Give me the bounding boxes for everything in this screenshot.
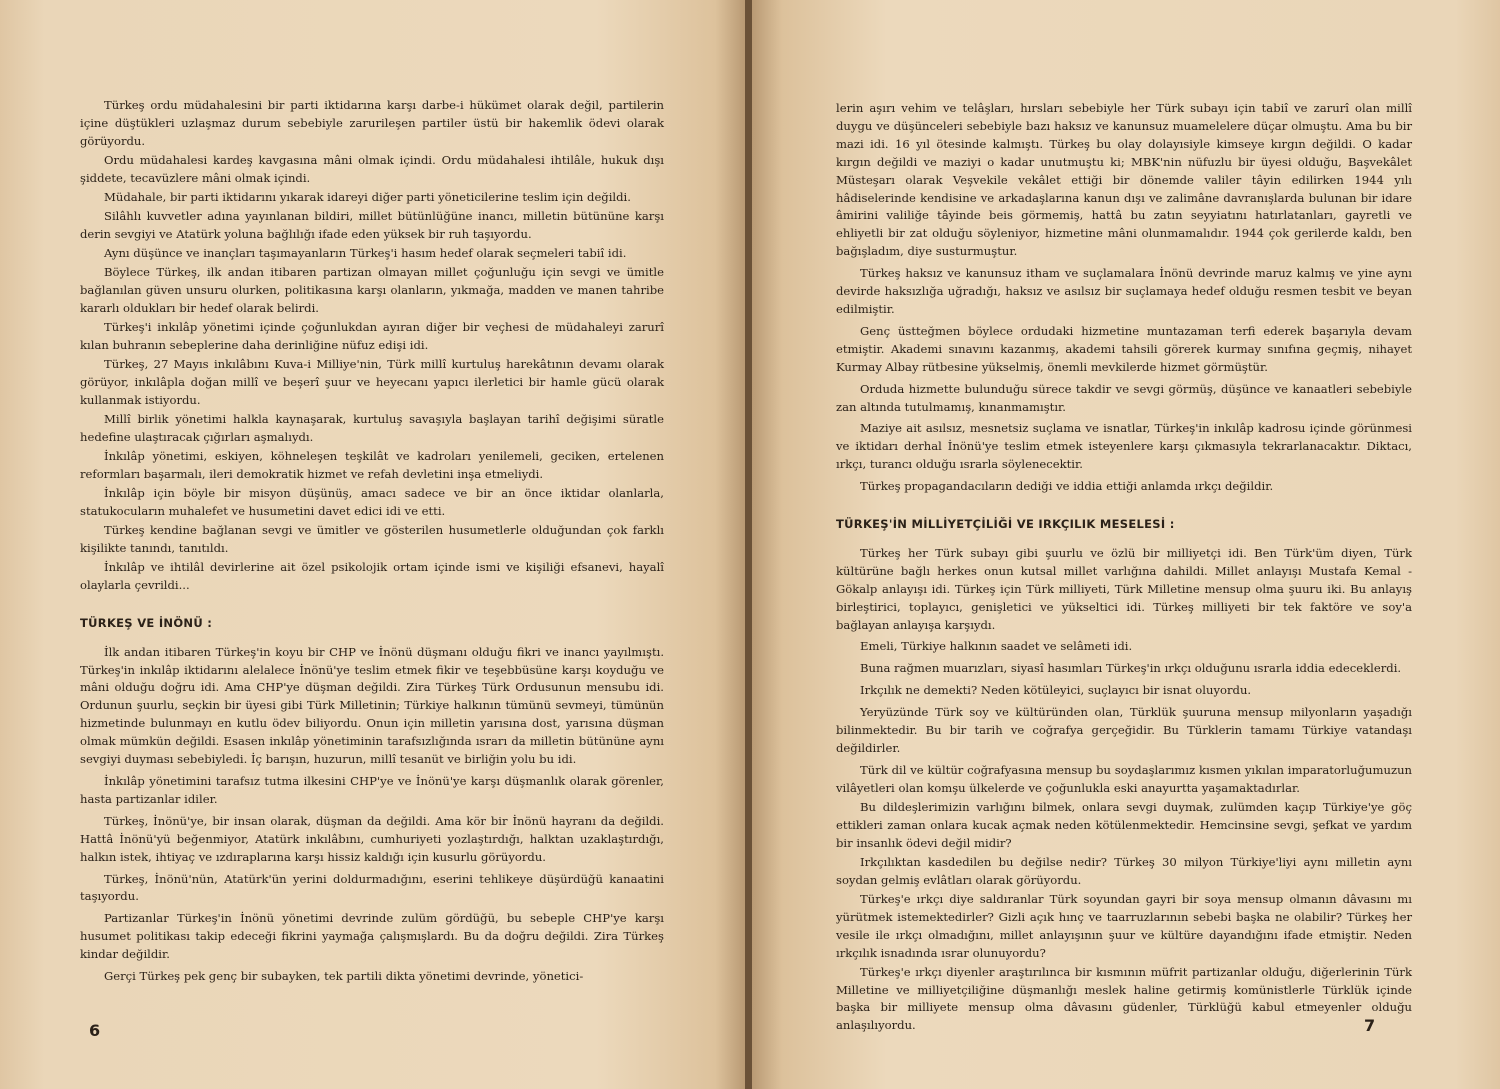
paragraph: Türkeş, İnönü'nün, Atatürk'ün yerini doldurmadığını, eserini tehlikeye düşürdüğü kanaatini taşıyordu. (80, 871, 664, 904)
left-text-column (80, 97, 664, 987)
paragraph: Aynı düşünce ve inançları taşımayanların Türkeş'i hasım hedef olarak seçmeleri tabiî idi. (104, 246, 627, 260)
right-text-column (836, 100, 1412, 1036)
paragraph: Maziye ait asılsız, mesnetsiz suçlama ve isnatlar, Türkeş'in inkılâp kadrosu içinde görünmesi ve iktidarı derhal İnönü'ye teslim etmek isteyenlere karşı çıkmasıyla tekrarlanacaktır. Diktacı, ırkçı, turancı olduğu ısrarla söylenecektir. (836, 421, 1412, 472)
left-paragraphs-bottom (80, 644, 664, 986)
right-page (752, 0, 1500, 1089)
book-gutter (745, 0, 752, 1089)
page-number: 7 (1364, 1016, 1376, 1035)
paragraph: İnkılâp ve ihtilâl devirlerine ait özel psikolojik ortam içinde ismi ve kişiliği efsanevi, hayalî olaylarla çevrildi... (80, 559, 664, 592)
paragraph: Türkeş propagandacıların dediği ve iddia ettiği anlamda ırkçı değildir. (860, 479, 1274, 494)
paragraph: Genç üstteğmen böylece ordudaki hizmetine muntazaman terfi ederek başarıyla devam etmiştir. Akademi sınavını kazanmış, akademi tahsili görerek kurmay sınıfına geçmiş, nihayet Kurmay Albay rütbesine yükselmiş, önemli mevkilerde hizmet görmüştür. (836, 323, 1412, 374)
page-number: 6 (89, 1021, 101, 1040)
paragraph: Emeli, Türkiye halkının saadet ve selâmeti idi. (860, 639, 1133, 654)
paragraph: Yeryüzünde Türk soy ve kültüründen olan, Türklük şuuruna mensup milyonların yaşadığı bilinmektedir. Bu bir tarih ve coğrafya gerçeğidir. Bu Türklerin tamamı Türkiye vatandaşı değildirler. (836, 705, 1412, 755)
left-paragraphs-top (80, 97, 664, 595)
paragraph: Ordu müdahalesi kardeş kavgasına mâni olmak içindi. Ordu müdahalesi ihtilâle, hukuk dışı şiddete, tecavüzlere mâni olmak içindi. (80, 152, 664, 185)
paragraph: Müdahale, bir parti iktidarını yıkarak idareyi diğer parti yöneticilerine teslim için değildi. (104, 189, 631, 204)
paragraph: Türkeş, İnönü'ye, bir insan olarak, düşman da değildi. Ama kör bir İnönü hayranı da değildi. Hattâ İnönü'yü beğenmiyor, Atatürk inkılâbını, cumhuriyeti yozlaştırdığı, halktan uzaklaştırdığı, halkın istek, ihtiyaç ve ızdıraplarına karşı hissiz kaldığı için kusurlu görüyordu. (80, 813, 664, 864)
paragraph: İlk andan itibaren Türkeş'in koyu bir CHP ve İnönü düşmanı olduğu fikri ve inancı yayılmıştı. Türkeş'in inkılâp iktidarını alelalece İnönü'ye teslim etmek fikir ve teşebbüsüne karşı koyduğu ve mâni olduğu doğru idi. Ama CHP'ye düşman değildi. Zira Türkeş Türk Ordusunun mensubu idi. Ordunun şuurlu, seçkin bir üyesi gibi Türk Milletinin; Türkiye halkının tümünü sevmeyi, tümünün hizmetinde bulunmayı en kutlu ödev biliyordu. Onun için milletin yarısına dost, yarısına düşman olmak mümkün değildi. Esasen inkılâp yönetiminin tarafsızlığında ısrarı da milletin bütününe aynı sevgiyi duyması sebebiyledi. İç barışın, huzurun, millî tesanüt ve birliğin yolu bu idi. (80, 644, 664, 767)
paragraph: lerin aşırı vehim ve telâşları, hırsları sebebiyle her Türk subayı için tabiî ve zarurî olan millî duygu ve düşünceleri sebebiyle bazı haksız ve kanunsuz muamelelere düçar olmuştu. Ama bu bir mazi idi. 16 yıl ötesinde kalmıştı. Türkeş bu olay dolayısiyle kimseye kırgın değildi. O kadar kırgın değildi ve maziyi o kadar unutmuştu ki; MBK'nin nüfuzlu bir üyesi olduğu, Başvekâlet Müsteşarı olarak Veşvekile vekâlet ettiği bir dönemde valiler tâyin edilirken 1944 yılı hâdiselerinde kendisine ve arkadaşlarına kanun dışı ve zalimâne davranışlarda bulunan bir idare âmirini valiliğe tâyinde beis görmemiş, hattâ bu zatın seyyiatını hatırlatanları, gayretli ve ehliyetli bir zat olduğu söyleniyor, hizmetine mâni olunmamalıdır. 1944 çok gerilerde kaldı, ben bağışladım, diye susturmuştur. (836, 101, 1412, 259)
section-heading: TÜRKEŞ'İN MİLLİYETÇİLİĞİ VE IRKÇILIK MESELESİ : (836, 517, 1175, 532)
paragraph: Türkeş haksız ve kanunsuz itham ve suçlamalara İnönü devrinde maruz kalmış ve yine aynı devirde haksızlığa uğradığı, haksız ve asılsız bir suçlamaya hedef olduğu resmen tesbit ve beyan edilmiştir. (836, 266, 1412, 316)
paragraph: Türkeş her Türk subayı gibi şuurlu ve özlü bir milliyetçi idi. Ben Türk'üm diyen, Türk kültürüne bağlı herkes onun kutsal millet varlığına dahildi. Millet anlayışı Mustafa Kemal - Gökalp anlayışı idi. Türkeş için Türk milliyeti, Türk Milletine mensup olma şuuru iki. Bu anlayış birleştirici, toplayıcı, genişletici ve yükseltici idi. Türkeş milliyeti bir tek faktöre ve soy'a bağlayan anlayışa karşıydı. (836, 545, 1412, 632)
paragraph: Türkeş'e ırkçı diyenler araştırılınca bir kısmının müfrit partizanlar olduğu, diğerlerinin Türk Milletine ve milliyetçiliğine düşmanlığı meslek haline getirmiş komünistlerle Türklük içinde başka bir milliyete mensup olma dâvasını güdenler, Türklüğü kabul etmeyenler olduğu anlaşılıyordu. (836, 964, 1412, 1033)
paragraph: Türkeş kendine bağlanan sevgi ve ümitler ve gösterilen husumetlerle olduğundan çok farklı kişilikte tanındı, tanıtıldı. (80, 522, 664, 555)
right-paragraphs-bottom (836, 545, 1412, 1035)
paragraph: İnkılâp yönetimi, eskiyen, köhneleşen teşkilât ve kadroları yenilemeli, geciken, ertelenen reformları başarmalı, ileri demokratik hizmet ve refah devletini inşa etmeliydi. (80, 448, 664, 481)
right-paragraphs-top (836, 100, 1412, 496)
paragraph: Bu dildeşlerimizin varlığını bilmek, onlara sevgi duymak, zulümden kaçıp Türkiye'ye göç ettikleri zaman onlara kucak açmak neden kötülenmektedir. Hemcinsine sevgi, şefkat ve yardım bir insanlık ödevi değil midir? (836, 799, 1412, 850)
paragraph: Irkçılık ne demekti? Neden kötüleyici, suçlayıcı bir isnat oluyordu. (860, 683, 1252, 698)
paragraph: İnkılâp için böyle bir misyon düşünüş, amacı sadece ve bir an önce iktidar olanlarla, statukocuların muhalefet ve husumetini davet edici idi ve etti. (80, 485, 664, 518)
paragraph: Türkeş ordu müdahalesini bir parti iktidarına karşı darbe-i hükümet olarak değil, partilerin içine düştükleri uzlaşmaz durum sebebiyle zarurileşen partiler üstü bir hakemlik ödevi olarak görüyordu. (80, 98, 664, 148)
paragraph: Orduda hizmette bulunduğu sürece takdir ve sevgi görmüş, düşünce ve kanaatleri sebebiyle zan altında tutulmamış, kınanmamıştır. (836, 381, 1412, 414)
paragraph: Buna rağmen muarızları, siyasî hasımları Türkeş'in ırkçı olduğunu ısrarla iddia edeceklerdi. (860, 661, 1402, 676)
paragraph: Türk dil ve kültür coğrafyasına mensup bu soydaşlarımız kısmen yıkılan imparatorluğumuzun vilâyetleri olan komşu ülkelerde ve çoğunlukla eski anayurtta yaşamaktadırlar. (836, 762, 1412, 795)
left-page (0, 0, 745, 1089)
section-heading: TÜRKEŞ VE İNÖNÜ : (80, 615, 213, 630)
paragraph: Türkeş, 27 Mayıs inkılâbını Kuva-i Milliye'nin, Türk millî kurtuluş harekâtının devamı olarak görüyor, inkılâpla doğan millî ve beşerî şuur ve heyecanı yapıcı ilerletici bir hamle gücü olarak kullanmak istiyordu. (80, 357, 664, 407)
paragraph: Böylece Türkeş, ilk andan itibaren partizan olmayan millet çoğunluğu için sevgi ve ümitle bağlanılan güven unsuru olurken, politikasına karşı olanların, yıkmağa, madden ve manen tahribe kararlı oldukları bir hedef olarak belirdi. (80, 265, 664, 315)
paragraph: Partizanlar Türkeş'in İnönü yönetimi devrinde zulüm gördüğü, bu sebeple CHP'ye karşı husumet politikası takip edeceği fikrini yaymağa çalışmışlardı. Bu da doğru değildi. Zira Türkeş kindar değildir. (80, 911, 664, 962)
paragraph: Türkeş'i inkılâp yönetimi içinde çoğunlukdan ayıran diğer bir veçhesi de müdahaleyi zarurî kılan buhranın sebeplerine daha derinliğine nüfuz edişi idi. (80, 320, 664, 352)
paragraph: Irkçılıktan kasdedilen bu değilse nedir? Türkeş 30 milyon Türkiye'liyi aynı milletin aynı soydan gelmiş evlâtları olarak görüyordu. (836, 854, 1412, 887)
paragraph: Türkeş'e ırkçı diye saldıranlar Türk soyundan gayri bir soya mensup olmanın dâvasını mı yürütmek istemektedirler? Gizli açık hınç ve taarruzlarının sebebi başka ne olabilir? Türkeş her vesile ile ırkçı olmadığını, millet anlayışının şuur ve kültüre dayandığını ifade etmiştir. Neden ırkçılık isnadında ısrar olunuyordu? (836, 891, 1412, 960)
paragraph: Gerçi Türkeş pek genç bir subayken, tek partili dikta yönetimi devrinde, yönetici- (104, 969, 584, 984)
paragraph: Silâhlı kuvvetler adına yayınlanan bildiri, millet bütünlüğüne inancı, milletin bütününe karşı derin sevgiyi ve Atatürk yoluna bağlılığı ifade eden yüksek bir ruh taşıyordu. (80, 209, 664, 241)
paragraph: Millî birlik yönetimi halkla kaynaşarak, kurtuluş savaşıyla başlayan tarihî değişimi süratle hedefine ulaştıracak çığırları aşmalıydı. (80, 411, 664, 444)
paragraph: İnkılâp yönetimini tarafsız tutma ilkesini CHP'ye ve İnönü'ye karşı düşmanlık olarak görenler, hasta partizanlar idiler. (80, 773, 664, 806)
